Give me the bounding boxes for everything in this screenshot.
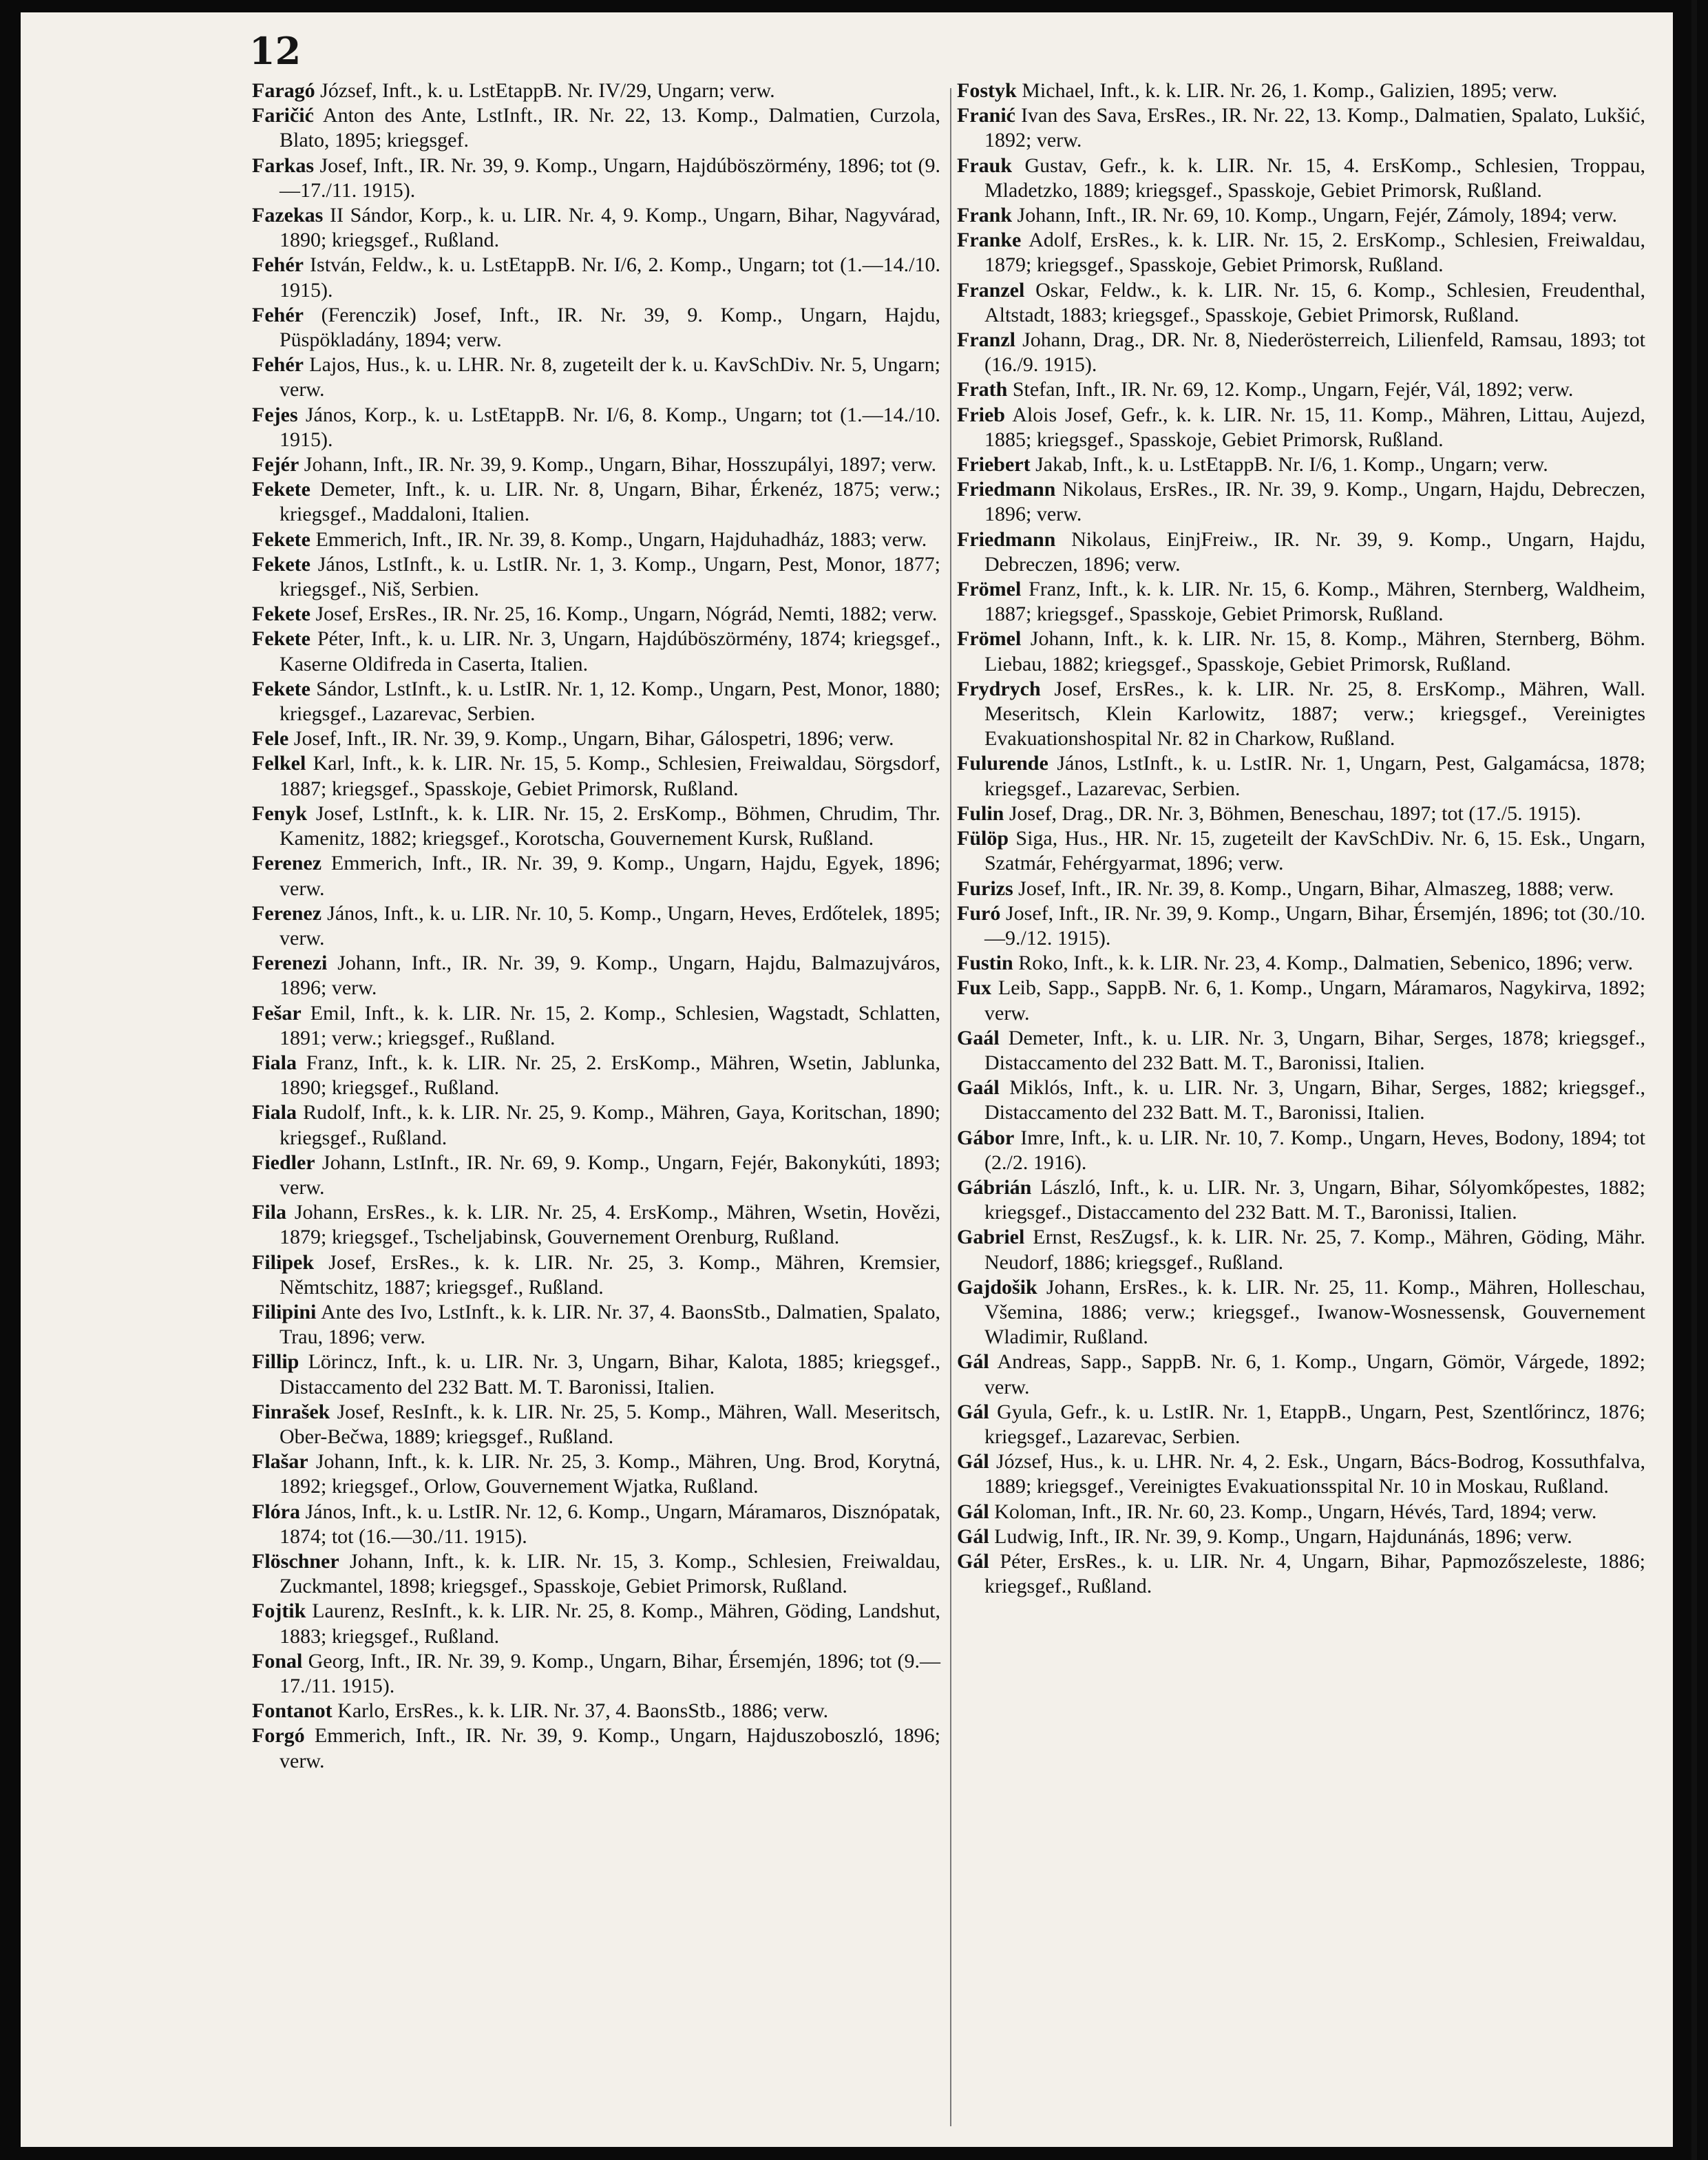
entry-details: István, Feldw., k. u. LstEtappB. Nr. I/6, 2. Komp., Ungarn; tot (1.—14./10. 1915). (280, 253, 940, 302)
register-entry (252, 1151, 940, 1200)
register-entry (252, 303, 940, 353)
entry-details: II Sándor, Korp., k. u. LIR. Nr. 4, 9. Komp., Ungarn, Bihar, Nagyvárad, 1890; kriegsgef., Rußland. (280, 204, 940, 252)
entry-surname: Gál (957, 1500, 989, 1523)
entry-surname: Filipini (252, 1300, 317, 1323)
register-entry (252, 527, 940, 552)
register-entry (957, 1175, 1645, 1225)
entry-details: Demeter, Inft., k. u. LIR. Nr. 3, Ungarn, Bihar, Serges, 1878; kriegsgef., Distaccamento del 232 Batt. M. T., Baronissi, Italien. (984, 1026, 1645, 1074)
entry-details: László, Inft., k. u. LIR. Nr. 3, Ungarn, Bihar, Sólyomkőpestes, 1882; kriegsgef., Distaccamento del 232 Batt. M. T., Baronissi, Italien. (984, 1175, 1645, 1224)
entry-surname: Frauk (957, 154, 1013, 177)
entry-details: Georg, Inft., IR. Nr. 39, 9. Komp., Ungarn, Bihar, Érsemjén, 1896; tot (9.—17./11. 1915). (280, 1649, 940, 1697)
register-entry (957, 1449, 1645, 1499)
entry-details: Josef, ResInft., k. k. LIR. Nr. 25, 5. Komp., Mähren, Wall. Meseritsch, Ober-Bečwa, 1889; kriegsgef., Rußland. (280, 1400, 940, 1448)
entry-surname: Fux (957, 976, 992, 1000)
entry-surname: Fekete (252, 478, 310, 501)
entry-details: Ludwig, Inft., IR. Nr. 39, 9. Komp., Ungarn, Hajdunánás, 1896; verw. (989, 1524, 1572, 1548)
entry-surname: Fulin (957, 801, 1004, 825)
entry-surname: Fejér (252, 453, 299, 476)
entry-details: Josef, Inft., IR. Nr. 39, 9. Komp., Ungarn, Bihar, Érsemjén, 1896; tot (30./10.—9./12. 1915). (984, 901, 1645, 950)
binding-edge (1691, 0, 1697, 2160)
entry-surname: Fustin (957, 952, 1013, 975)
register-entry (252, 477, 940, 527)
register-entry (252, 627, 940, 676)
register-entry (252, 726, 940, 751)
register-entry (957, 877, 1645, 901)
entry-surname: Faričić (252, 104, 314, 127)
entry-details: Emmerich, Inft., IR. Nr. 39, 8. Komp., Ungarn, Hajduhadház, 1883; verw. (310, 527, 927, 551)
entry-surname: Fekete (252, 552, 310, 576)
entry-surname: Gál (957, 1450, 989, 1474)
register-entry (252, 1001, 940, 1051)
entry-surname: Gál (957, 1524, 989, 1548)
register-entry (252, 1100, 940, 1150)
entry-details: Josef, Inft., IR. Nr. 39, 9. Komp., Ungarn, Bihar, Gálospetri, 1896; verw. (288, 727, 894, 751)
register-entry (957, 154, 1645, 203)
entry-surname: Gál (957, 1400, 989, 1423)
entry-details: Emmerich, Inft., IR. Nr. 39, 9. Komp., Ungarn, Hajdu, Egyek, 1896; verw. (280, 852, 940, 900)
entry-details: Johann, ErsRes., k. k. LIR. Nr. 25, 11. Komp., Mähren, Holleschau, Všemina, 1886; verw.; kriegsgef., Iwanow-Wosnessensk, Gouvernement Wladimir, Rußland. (984, 1275, 1645, 1349)
entry-surname: Filipek (252, 1250, 315, 1274)
entry-surname: Finrašek (252, 1400, 330, 1423)
entry-details: Nikolaus, EinjFreiw., IR. Nr. 39, 9. Komp., Ungarn, Hajdu, Debreczen, 1896; verw. (984, 527, 1645, 576)
entry-details: Stefan, Inft., IR. Nr. 69, 12. Komp., Ungarn, Fejér, Vál, 1892; verw. (1007, 378, 1574, 401)
entry-details: Franz, Inft., k. k. LIR. Nr. 25, 2. ErsKomp., Mähren, Wsetin, Jablunka, 1890; kriegsgef., Rußland. (280, 1051, 940, 1100)
entry-details: Josef, Drag., DR. Nr. 3, Böhmen, Beneschau, 1897; tot (17./5. 1915). (1004, 801, 1581, 825)
entry-surname: Gál (957, 1350, 989, 1374)
register-entry (252, 951, 940, 1000)
entry-surname: Gabriel (957, 1226, 1025, 1249)
entry-details: János, LstInft., k. u. LstIR. Nr. 1, 3. Komp., Ungarn, Pest, Monor, 1877; kriegsgef., Niš, Serbien. (280, 552, 940, 601)
entry-surname: Fejes (252, 403, 298, 426)
entry-details: Karl, Inft., k. k. LIR. Nr. 15, 5. Komp., Schlesien, Freiwaldau, Sörgsdorf, 1887; kriegsgef., Spasskoje, Gebiet Primorsk, Rußland. (280, 752, 940, 800)
entry-surname: Fostyk (957, 79, 1017, 102)
entry-details: Josef, Inft., IR. Nr. 39, 9. Komp., Ungarn, Hajdúböszörmény, 1896; tot (9.—17./11. 1915). (280, 154, 940, 202)
entry-details: Leib, Sapp., SappB. Nr. 6, 1. Komp., Ungarn, Máramaros, Nagykirva, 1892; verw. (984, 976, 1645, 1025)
entry-details: Karlo, ErsRes., k. k. LIR. Nr. 37, 4. BaonsStb., 1886; verw. (332, 1699, 829, 1723)
register-entry (252, 901, 940, 951)
entry-surname: Ferenez (252, 852, 322, 875)
entry-surname: Fekete (252, 627, 310, 651)
entry-details: Franz, Inft., k. k. LIR. Nr. 15, 6. Komp., Mähren, Sternberg, Waldheim, 1887; kriegsgef., Spasskoje, Gebiet Primorsk, Rußland. (984, 578, 1645, 626)
register-entry (957, 627, 1645, 676)
entry-details: Miklós, Inft., k. u. LIR. Nr. 3, Ungarn, Bihar, Serges, 1882; kriegsgef., Distaccamento del 232 Batt. M. T., Baronissi, Italien. (984, 1076, 1645, 1124)
entry-details: János, Inft., k. u. LstIR. Nr. 12, 6. Komp., Ungarn, Máramaros, Disznópatak, 1874; tot (16.—30./11. 1915). (280, 1500, 940, 1548)
register-entry (252, 1699, 940, 1723)
entry-surname: Fiala (252, 1101, 297, 1124)
entry-details: Josef, ErsRes., IR. Nr. 25, 16. Komp., Ungarn, Nógrád, Nemti, 1882; verw. (310, 602, 938, 626)
entry-surname: Fulurende (957, 752, 1048, 775)
entry-details: Anton des Ante, LstInft., IR. Nr. 22, 13. Komp., Dalmatien, Curzola, Blato, 1895; kriegsgef. (280, 104, 940, 152)
register-entry (252, 78, 940, 103)
register-entry (957, 1549, 1645, 1599)
entry-surname: Fešar (252, 1001, 302, 1025)
entry-details: Alois Josef, Gefr., k. k. LIR. Nr. 15, 11. Komp., Mähren, Littau, Aujezd, 1885; kriegsgef., Spasskoje, Gebiet Primorsk, Rußland. (984, 403, 1645, 451)
entry-surname: Franzel (957, 278, 1025, 302)
register-entry (252, 1051, 940, 1100)
entry-surname: Flöschner (252, 1549, 339, 1573)
entry-details: Josef, LstInft., k. k. LIR. Nr. 15, 2. ErsKomp., Böhmen, Chrudim, Thr. Kamenitz, 1882; kriegsgef., Korotscha, Gouvernement Kursk, Rußland. (280, 801, 940, 850)
entry-surname: Fülöp (957, 827, 1009, 850)
register-entry (957, 976, 1645, 1025)
entry-surname: Forgó (252, 1724, 305, 1748)
entry-surname: Flašar (252, 1450, 308, 1474)
entry-details: (Ferenczik) Josef, Inft., IR. Nr. 39, 9. Komp., Ungarn, Hajdu, Püspökladány, 1894; verw. (280, 303, 940, 352)
entry-details: Lörincz, Inft., k. u. LIR. Nr. 3, Ungarn, Bihar, Kalota, 1885; kriegsgef., Distaccamento del 232 Batt. M. T. Baronissi, Italien. (280, 1350, 940, 1398)
entry-surname: Frank (957, 204, 1013, 227)
entry-details: Péter, Inft., k. u. LIR. Nr. 3, Ungarn, Hajdúböszörmény, 1874; kriegsgef., Kaserne Oldifreda in Caserta, Italien. (280, 627, 940, 675)
register-entry (957, 1524, 1645, 1549)
register-entry (957, 951, 1645, 976)
register-entry (957, 677, 1645, 752)
register-entry (957, 1275, 1645, 1350)
entry-surname: Fekete (252, 677, 310, 700)
right-column (957, 78, 1645, 1599)
register-entry (252, 403, 940, 452)
entry-surname: Frydrych (957, 677, 1041, 700)
register-entry (957, 1500, 1645, 1524)
entry-surname: Gábor (957, 1126, 1015, 1149)
entry-details: Josef, Inft., IR. Nr. 39, 8. Komp., Ungarn, Bihar, Almaszeg, 1888; verw. (1013, 877, 1614, 900)
register-entry (957, 278, 1645, 328)
register-entry (957, 1076, 1645, 1125)
entry-details: Johann, Drag., DR. Nr. 8, Niederösterreich, Lilienfeld, Ramsau, 1893; tot (16./9. 1915). (984, 328, 1645, 377)
register-entry (252, 677, 940, 726)
entry-surname: Franić (957, 104, 1015, 127)
register-entry (957, 901, 1645, 951)
entry-details: Johann, Inft., IR. Nr. 39, 9. Komp., Ungarn, Hajdu, Balmazujváros, 1896; verw. (280, 952, 940, 1000)
register-entry (957, 1400, 1645, 1449)
entry-surname: Fenyk (252, 801, 308, 825)
entry-surname: Fontanot (252, 1699, 333, 1723)
register-entry (957, 328, 1645, 377)
entry-surname: Frömel (957, 578, 1022, 601)
register-entry (957, 801, 1645, 826)
entry-details: Péter, ErsRes., k. u. LIR. Nr. 4, Ungarn, Bihar, Papmozőszeleste, 1886; kriegsgef., Rußland. (984, 1549, 1645, 1598)
register-entry (252, 1449, 940, 1499)
register-entry (957, 403, 1645, 452)
entry-details: Gustav, Gefr., k. k. LIR. Nr. 15, 4. ErsKomp., Schlesien, Troppau, Mladetzko, 1889; kriegsgef., Spasskoje, Gebiet Primorsk, Rußland. (984, 154, 1645, 202)
entry-surname: Franzl (957, 328, 1015, 352)
entry-details: Koloman, Inft., IR. Nr. 60, 23. Komp., Ungarn, Hévés, Tard, 1894; verw. (989, 1500, 1597, 1523)
column-divider (950, 88, 951, 2126)
entry-details: Michael, Inft., k. k. LIR. Nr. 26, 1. Komp., Galizien, 1895; verw. (1016, 79, 1558, 102)
entry-details: Gyula, Gefr., k. u. LstIR. Nr. 1, EtappB., Ungarn, Pest, Szentlőrincz, 1876; kriegsgef., Lazarevac, Serbien. (984, 1400, 1645, 1448)
entry-surname: Gajdošik (957, 1275, 1037, 1299)
register-entry (252, 452, 940, 477)
entry-surname: Fiala (252, 1051, 297, 1074)
entry-surname: Frieb (957, 403, 1005, 426)
entry-surname: Fekete (252, 527, 310, 551)
entry-details: Johann, LstInft., IR. Nr. 69, 9. Komp., Ungarn, Fejér, Bakonykúti, 1893; verw. (280, 1151, 940, 1199)
entry-details: Oskar, Feldw., k. k. LIR. Nr. 15, 6. Komp., Schlesien, Freudenthal, Altstadt, 1883; kriegsgef., Spasskoje, Gebiet Primorsk, Rußland. (984, 278, 1645, 326)
entry-details: Jakab, Inft., k. u. LstEtappB. Nr. I/6, 1. Komp., Ungarn; verw. (1030, 453, 1548, 476)
entry-details: Lajos, Hus., k. u. LHR. Nr. 8, zugeteilt der k. u. KavSchDiv. Nr. 5, Ungarn; verw. (280, 353, 940, 401)
entry-details: János, Inft., k. u. LIR. Nr. 10, 5. Komp., Ungarn, Heves, Erdőtelek, 1895; verw. (280, 901, 940, 950)
entry-details: János, Korp., k. u. LstEtappB. Nr. I/6, 8. Komp., Ungarn; tot (1.—14./10. 1915). (280, 403, 940, 451)
register-entry (252, 253, 940, 302)
register-entry (957, 103, 1645, 153)
register-entry (957, 1026, 1645, 1076)
register-entry (252, 203, 940, 253)
register-entry (957, 577, 1645, 627)
register-entry (252, 353, 940, 402)
entry-details: Nikolaus, ErsRes., IR. Nr. 39, 9. Komp., Ungarn, Hajdu, Debreczen, 1896; verw. (984, 478, 1645, 526)
entry-details: Laurenz, ResInft., k. k. LIR. Nr. 25, 8. Komp., Mähren, Göding, Landshut, 1883; kriegsgef., Rußland. (280, 1600, 940, 1648)
entry-details: Josef, ErsRes., k. k. LIR. Nr. 25, 8. ErsKomp., Mähren, Wall. Meseritsch, Klein Karlowitz, 1887; verw.; kriegsgef., Vereinigtes Evakuationshospital Nr. 82 in Charkow, Rußland. (984, 677, 1645, 751)
register-entry (252, 1300, 940, 1350)
entry-details: Adolf, ErsRes., k. k. LIR. Nr. 15, 2. ErsKomp., Schlesien, Freiwaldau, 1879; kriegsgef., Spasskoje, Gebiet Primorsk, Rußland. (984, 229, 1645, 277)
entry-surname: Ferenezi (252, 952, 328, 975)
entry-surname: Farkas (252, 154, 314, 177)
entry-details: Ivan des Sava, ErsRes., IR. Nr. 22, 13. Komp., Dalmatien, Spalato, Lukšić, 1892; verw. (984, 104, 1645, 152)
entry-details: Johann, Inft., k. k. LIR. Nr. 25, 3. Komp., Mähren, Ung. Brod, Korytná, 1892; kriegsgef., Orlow, Gouvernement Wjatka, Rußland. (280, 1450, 940, 1498)
register-entry (252, 1400, 940, 1449)
entry-details: Roko, Inft., k. k. LIR. Nr. 23, 4. Komp., Dalmatien, Sebenico, 1896; verw. (1013, 952, 1634, 975)
entry-details: Andreas, Sapp., SappB. Nr. 6, 1. Komp., Ungarn, Gömör, Várgede, 1892; verw. (984, 1350, 1645, 1398)
entry-surname: Fekete (252, 602, 310, 626)
register-entry (957, 78, 1645, 103)
register-entry (252, 154, 940, 203)
entry-details: Imre, Inft., k. u. LIR. Nr. 10, 7. Komp., Ungarn, Heves, Bodony, 1894; tot (2./2. 1916). (984, 1126, 1645, 1174)
entry-details: Ernst, ResZugsf., k. k. LIR. Nr. 25, 7. Komp., Mähren, Göding, Mähr. Neudorf, 1886; kriegsgef., Rußland. (984, 1226, 1645, 1274)
register-entry (252, 851, 940, 901)
register-entry (252, 103, 940, 153)
register-entry (252, 1723, 940, 1773)
register-entry (957, 228, 1645, 277)
entry-details: József, Hus., k. u. LHR. Nr. 4, 2. Esk., Ungarn, Bács-Bodrog, Kossuthfalva, 1889; kriegsgef., Vereinigtes Evakuationsspital Nr. 10 in Moskau, Rußland. (984, 1450, 1645, 1498)
register-entry (252, 751, 940, 801)
register-entry (252, 1649, 940, 1699)
register-entry (252, 1599, 940, 1648)
register-entry (957, 826, 1645, 876)
register-entry (957, 527, 1645, 577)
register-entry (957, 1350, 1645, 1399)
left-column (252, 78, 940, 1774)
entry-details: Johann, ErsRes., k. k. LIR. Nr. 25, 4. ErsKomp., Mähren, Wsetin, Hovězi, 1879; kriegsgef., Tscheljabinsk, Gouvernement Orenburg, Rußland. (280, 1201, 940, 1249)
entry-surname: Felkel (252, 752, 306, 775)
entry-surname: Fele (252, 727, 289, 751)
entry-details: Rudolf, Inft., k. k. LIR. Nr. 25, 9. Komp., Mähren, Gaya, Koritschan, 1890; kriegsgef., Rußland. (280, 1101, 940, 1149)
entry-surname: Furizs (957, 877, 1013, 900)
register-entry (252, 1250, 940, 1300)
entry-details: János, LstInft., k. u. LstIR. Nr. 1, Ungarn, Pest, Galgamácsa, 1878; kriegsgef., Lazarevac, Serbien. (984, 752, 1645, 800)
entry-surname: Fillip (252, 1350, 299, 1374)
entry-surname: Gál (957, 1549, 989, 1573)
entry-details: Sándor, LstInft., k. u. LstIR. Nr. 1, 12. Komp., Ungarn, Pest, Monor, 1880; kriegsgef., Lazarevac, Serbien. (280, 677, 940, 726)
entry-surname: Gaál (957, 1076, 1000, 1100)
register-entry (957, 452, 1645, 477)
entry-surname: Fiedler (252, 1151, 315, 1174)
register-entry (957, 1126, 1645, 1175)
entry-surname: Franke (957, 229, 1022, 252)
entry-details: Demeter, Inft., k. u. LIR. Nr. 8, Ungarn, Bihar, Érkenéz, 1875; verw.; kriegsgef., Maddaloni, Italien. (280, 478, 940, 526)
register-entry (957, 751, 1645, 801)
entry-details: József, Inft., k. u. LstEtappB. Nr. IV/29, Ungarn; verw. (315, 79, 775, 102)
entry-surname: Furó (957, 901, 1001, 925)
entry-details: Johann, Inft., IR. Nr. 69, 10. Komp., Ungarn, Fejér, Zámoly, 1894; verw. (1012, 204, 1617, 227)
register-entry (252, 1200, 940, 1250)
entry-details: Ante des Ivo, LstInft., k. k. LIR. Nr. 37, 4. BaonsStb., Dalmatien, Spalato, Trau, 1896; verw. (280, 1300, 940, 1349)
register-entry (252, 1350, 940, 1399)
entry-surname: Friebert (957, 453, 1031, 476)
entry-surname: Gábrián (957, 1175, 1032, 1199)
entry-details: Siga, Hus., HR. Nr. 15, zugeteilt der KavSchDiv. Nr. 6, 15. Esk., Ungarn, Szatmár, Fehérgyarmat, 1896; verw. (984, 827, 1645, 875)
entry-details: Emil, Inft., k. k. LIR. Nr. 15, 2. Komp., Schlesien, Wagstadt, Schlatten, 1891; verw.; kriegsgef., Rußland. (280, 1001, 940, 1049)
entry-surname: Friedmann (957, 478, 1056, 501)
entry-surname: Fehér (252, 303, 304, 326)
entry-surname: Faragó (252, 79, 315, 102)
entry-surname: Flóra (252, 1500, 300, 1523)
entry-details: Johann, Inft., k. k. LIR. Nr. 15, 3. Komp., Schlesien, Freiwaldau, Zuckmantel, 1898; kriegsgef., Spasskoje, Gebiet Primorsk, Rußland. (280, 1549, 940, 1598)
document-page (21, 12, 1673, 2147)
register-entry (252, 1549, 940, 1599)
register-entry (957, 1225, 1645, 1275)
entry-surname: Ferenez (252, 901, 322, 925)
register-entry (957, 377, 1645, 402)
entry-surname: Fojtik (252, 1600, 306, 1623)
entry-surname: Frömel (957, 627, 1022, 651)
entry-details: Josef, ErsRes., k. k. LIR. Nr. 25, 3. Komp., Mähren, Kremsier, Němtschitz, 1887; kriegsgef., Rußland. (280, 1250, 940, 1299)
entry-surname: Fila (252, 1201, 286, 1224)
entry-details: Emmerich, Inft., IR. Nr. 39, 9. Komp., Ungarn, Hajduszoboszló, 1896; verw. (280, 1724, 940, 1772)
register-entry (252, 801, 940, 851)
entry-surname: Gaál (957, 1026, 1000, 1049)
entry-surname: Fehér (252, 353, 304, 377)
entry-surname: Friedmann (957, 527, 1056, 551)
entry-surname: Fonal (252, 1649, 303, 1673)
entry-surname: Fazekas (252, 204, 324, 227)
page-number: 12 (249, 29, 302, 73)
register-entry (957, 203, 1645, 228)
entry-surname: Fehér (252, 253, 304, 277)
entry-surname: Frath (957, 378, 1008, 401)
register-entry (252, 602, 940, 627)
register-entry (252, 1500, 940, 1549)
entry-details: Johann, Inft., k. k. LIR. Nr. 15, 8. Komp., Mähren, Sternberg, Böhm. Liebau, 1882; kriegsgef., Spasskoje, Gebiet Primorsk, Rußland. (984, 627, 1645, 675)
register-entry (957, 477, 1645, 527)
register-entry (252, 552, 940, 602)
entry-details: Johann, Inft., IR. Nr. 39, 9. Komp., Ungarn, Bihar, Hosszupályi, 1897; verw. (299, 453, 937, 476)
